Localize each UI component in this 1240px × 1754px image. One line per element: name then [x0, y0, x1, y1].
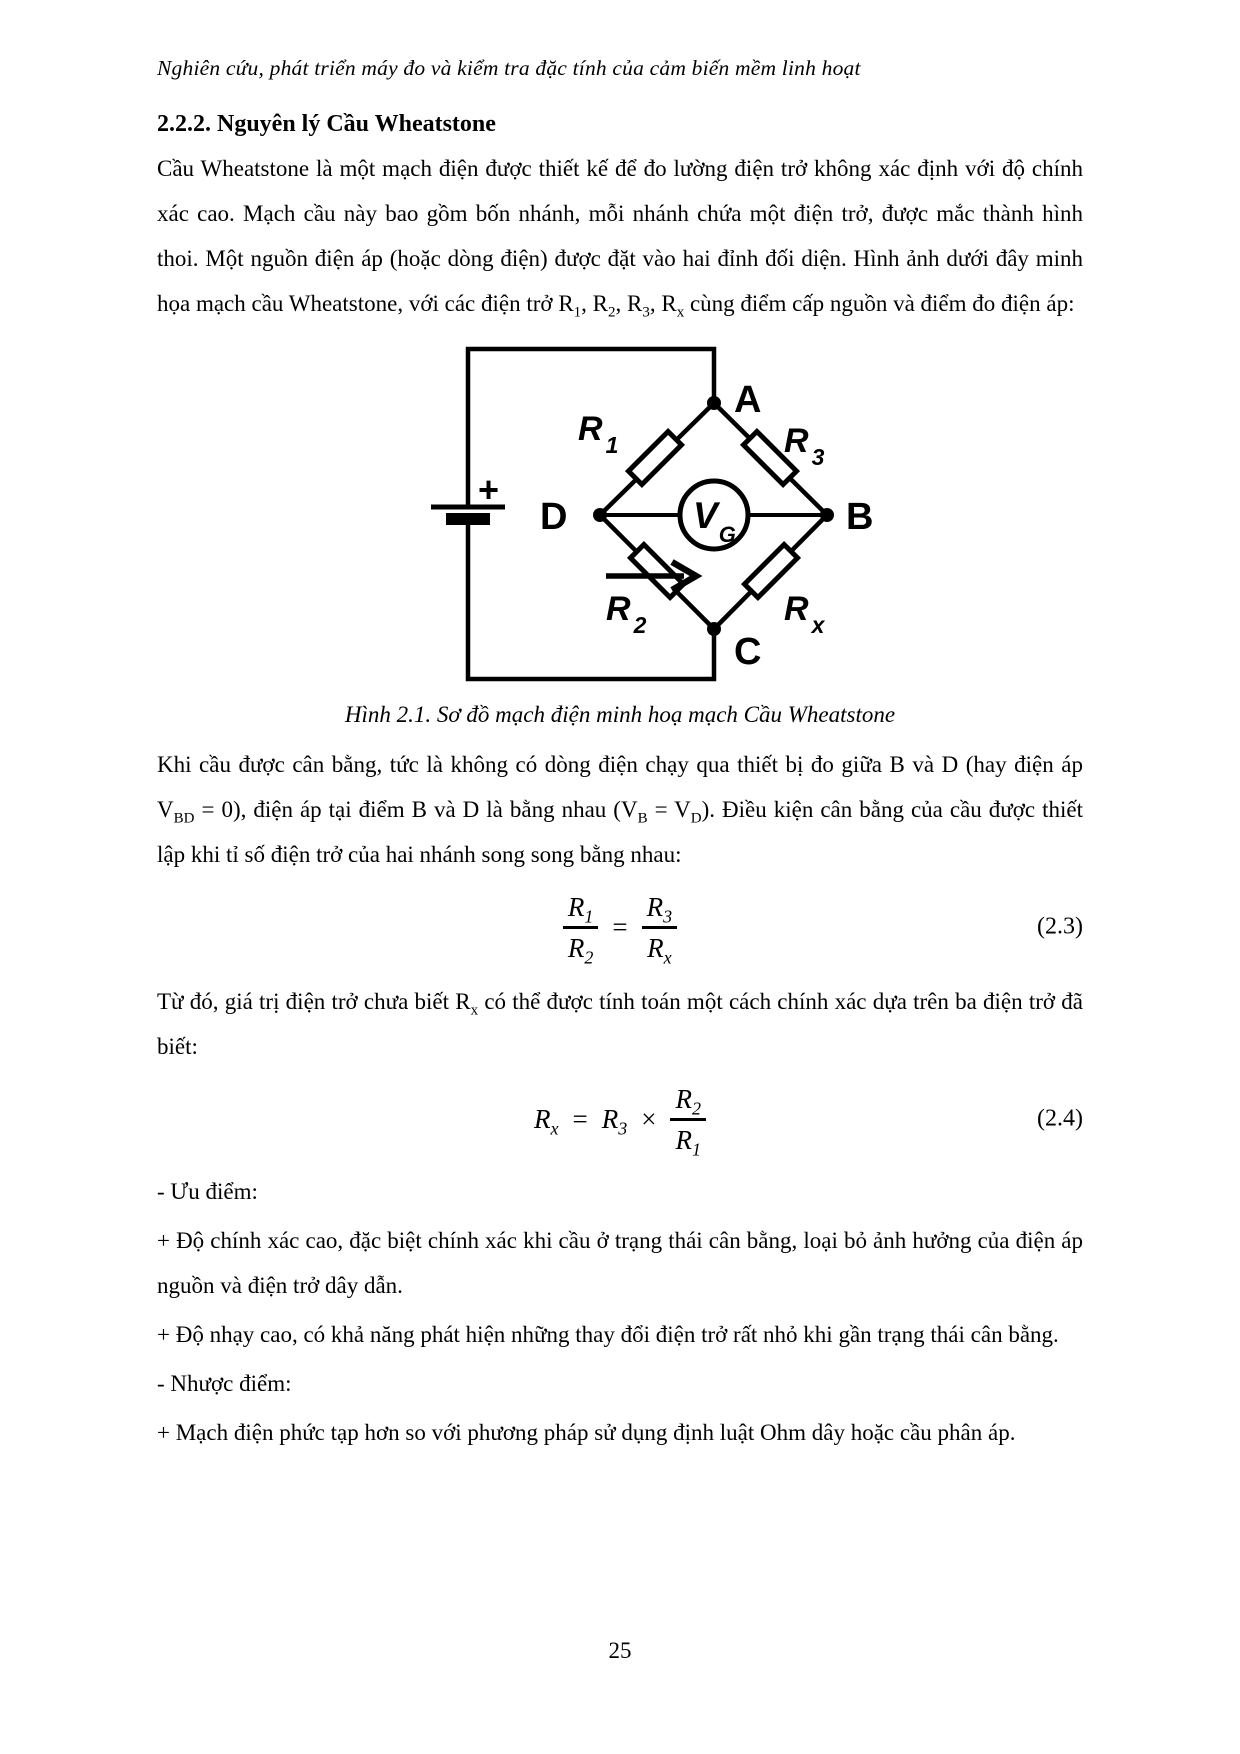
- equation-2-3: [157, 883, 1083, 971]
- wire-battery-to-node-c: [468, 518, 714, 679]
- node-b-dot: [820, 508, 834, 522]
- disadvantage-item-1: + Mạch điện phức tạp hơn so với phương pháp sử dụng định luật Ohm dây hoặc cầu phân áp.: [157, 1420, 1016, 1445]
- denominator-r2: $R_2$: [567, 932, 594, 967]
- page-content: [157, 0, 1083, 1455]
- figure-2-1: [157, 328, 1083, 734]
- equals-sign: =: [612, 911, 628, 942]
- label-galvanometer: $V_G$: [693, 495, 736, 547]
- term-r3: $R_3$: [601, 1103, 628, 1138]
- paragraph-bridge-intro: Cầu Wheatstone là một mạch điện được thiết kế để đo lường điện trở không xác định với độ chính xác cao. Mạch cầu này bao gồm bốn nhánh, mỗi nhánh chứa một điện trở, được mắc thành hình thoi. Một nguồn điện áp (hoặc dòng điện) được đặt vào hai đỉnh đối diện. Hình ảnh dưới đây minh họa mạch cầu Wheatstone, với các điện trở $R_1$, $R_2$, $R_3$, $R_x$ cùng điểm cấp nguồn và điểm đo điện áp:: [157, 156, 1083, 321]
- numerator-r3: $R_3$: [642, 892, 678, 929]
- advantage-item-2: + Độ nhạy cao, có khả năng phát hiện những thay đổi điện trở rất nhỏ khi gần trạng thái cân bằng.: [157, 1322, 1059, 1347]
- label-node-a: A: [734, 379, 762, 421]
- label-rx: R $_x$: [784, 590, 825, 638]
- equation-2-3-number: (2.3): [1037, 913, 1083, 940]
- page-number: 25: [608, 1638, 632, 1663]
- disadvantages-label: - Nhược điểm:: [157, 1371, 292, 1396]
- denominator-rx: $R_x$: [647, 932, 672, 967]
- equation-2-4-number: (2.4): [1037, 1105, 1083, 1132]
- advantages-label: - Ưu điểm:: [157, 1179, 258, 1204]
- equation-2-4-expression: [534, 1083, 706, 1159]
- paragraph-balance-condition: Khi cầu được cân bằng, tức là không có dòng điện chạy qua thiết bị đo giữa B và D (hay điện áp $V_{BD} = 0$), điện áp tại điểm B và D là bằng nhau $(V_B = V_D)$. Điều kiện cân bằng của cầu được thiết lập khi tỉ số điện trở của hai nhánh song song bằng nhau:: [157, 752, 1083, 867]
- label-node-b: B: [846, 496, 874, 538]
- paragraph-rx-calculation: Từ đó, giá trị điện trở chưa biết $R_x$ có thể được tính toán một cách chính xác dựa trên ba điện trở đã biết:: [157, 989, 1083, 1059]
- label-battery-plus: +: [478, 469, 500, 510]
- label-r3: R $_3$: [784, 422, 825, 470]
- node-a-dot: [707, 396, 721, 410]
- equation-2-3-expression: [563, 891, 677, 967]
- equals-sign: =: [572, 1103, 588, 1134]
- fraction-r1-over-r2: [563, 891, 599, 967]
- node-c-dot: [707, 622, 721, 636]
- numerator-r1: $R_1$: [563, 892, 599, 929]
- node-d-dot: [593, 508, 607, 522]
- denominator-r1: $R_1$: [675, 1124, 701, 1159]
- equation-2-4: [157, 1075, 1083, 1163]
- figure-caption: Hình 2.1. Sơ đồ mạch điện minh hoạ mạch Cầu Wheatstone: [344, 702, 896, 727]
- fraction-r3-over-rx: [642, 891, 678, 967]
- numerator-r2: $R_2$: [670, 1084, 706, 1121]
- label-r1: R $_1$: [578, 410, 619, 458]
- fraction-r2-over-r1: [670, 1083, 706, 1159]
- running-header: Nghiên cứu, phát triển máy đo và kiểm tra đặc tính của cảm biến mềm linh hoạt: [157, 56, 861, 80]
- wheatstone-bridge-diagram: [405, 328, 895, 694]
- resistor-r1: [628, 431, 681, 484]
- label-node-c: C: [734, 631, 762, 673]
- section-heading: 2.2.2. Nguyên lý Cầu Wheatstone: [157, 111, 496, 137]
- term-rx: $R_x$: [534, 1103, 559, 1138]
- label-node-d: D: [540, 496, 568, 538]
- label-r2: R $_2$: [606, 590, 647, 638]
- multiply-sign: ×: [641, 1103, 657, 1134]
- advantage-item-1: + Độ chính xác cao, đặc biệt chính xác khi cầu ở trạng thái cân bằng, loại bỏ ảnh hưởng của điện áp nguồn và điện trở dây dẫn.: [157, 1228, 1083, 1298]
